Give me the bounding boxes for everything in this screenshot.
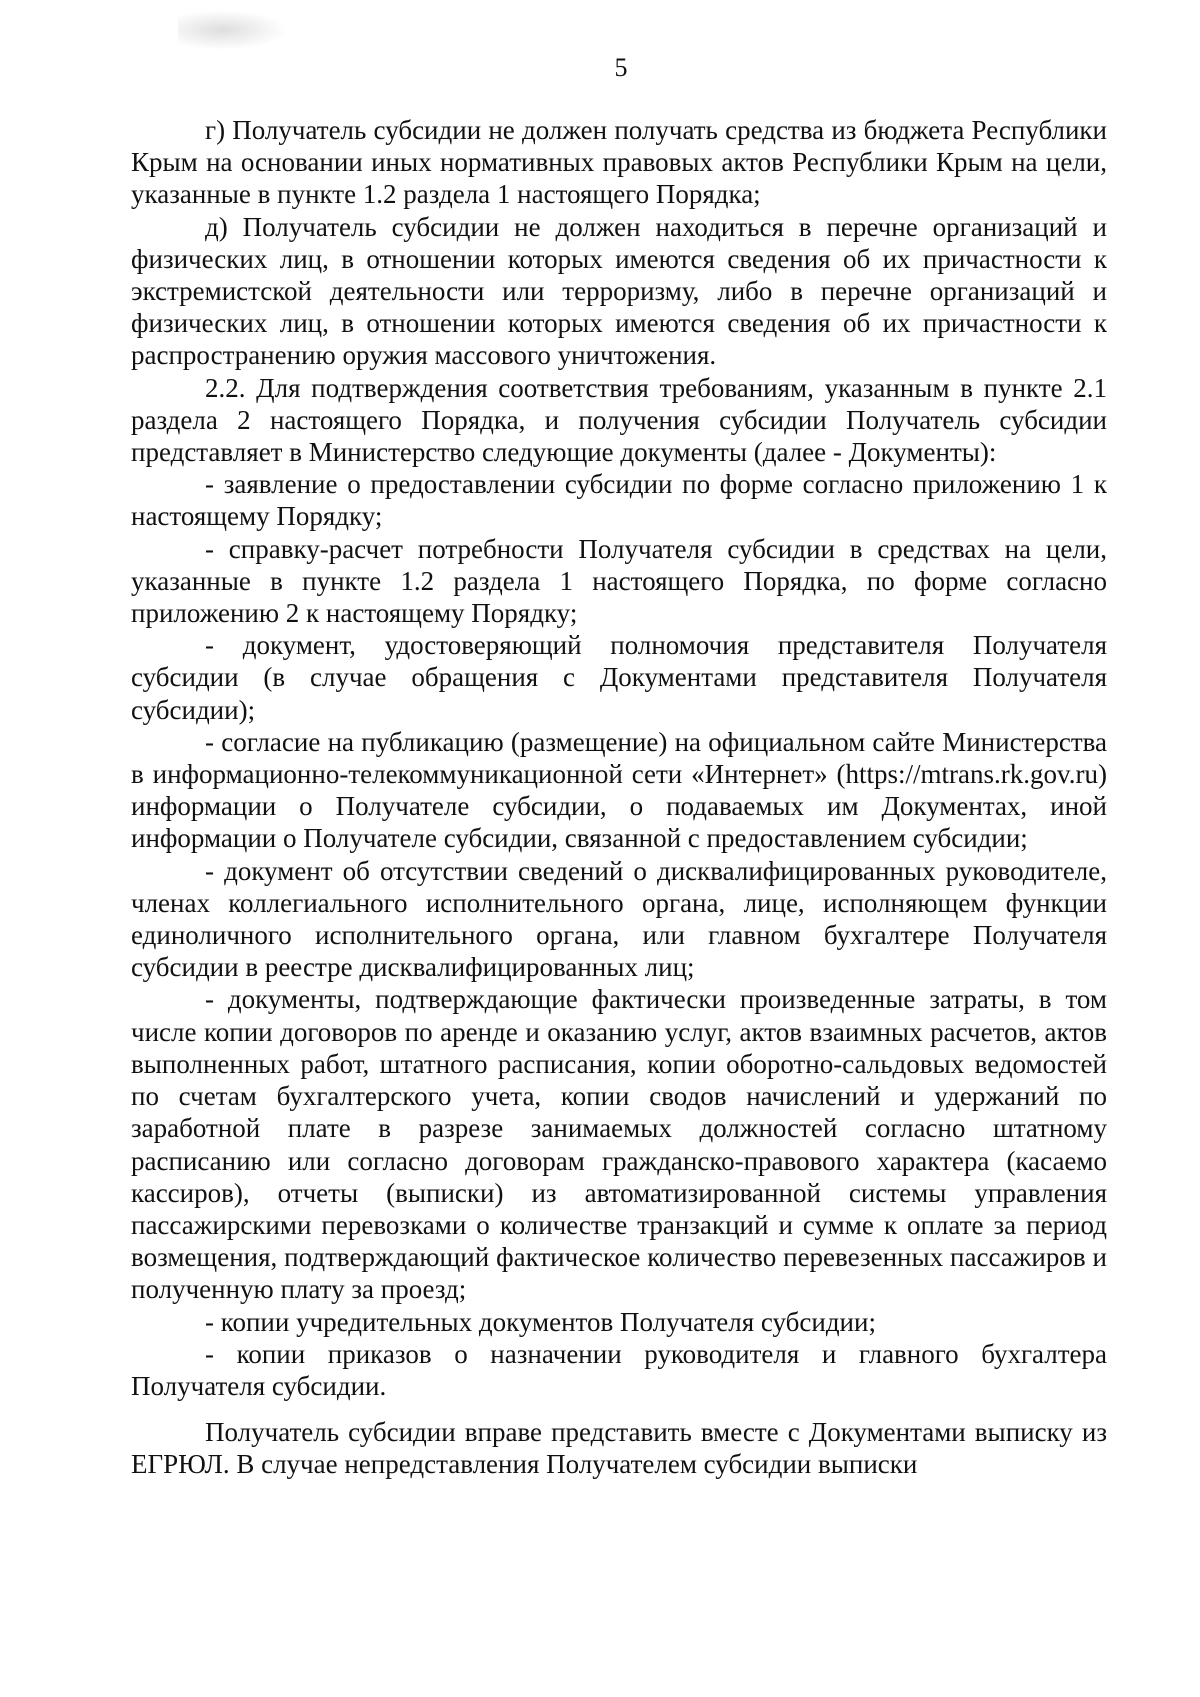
list-item-authority-document: - документ, удостоверяющий полномочия представителя Получателя субсидии (в случае обращения с Документами представителя Получателя субсидии); (131, 630, 1107, 725)
list-item-publication-consent: - согласие на публикацию (размещение) на официальном сайте Министерства в информационно-телекоммуникационной сети «Интернет» (https://mtrans.rk.gov.ru) информации о Получателе субсидии, о подаваемых им Документах, иной информации о Получателе субсидии, связанной с предоставлением субсидии; (131, 726, 1107, 854)
list-item-expense-documents: - документы, подтверждающие фактически произведенные затраты, в том числе копии договоров по аренде и оказанию услуг, актов взаимных расчетов, актов выполненных работ, штатного расписания, копии оборотно-сальдовых ведомостей по счетам бухгалтерского учета, копии сводов начислений и удержаний по заработной плате в разрезе занимаемых должностей согласно штатному расписанию или согласно договорам гражданско-правового характера (касаемо кассиров), отчеты (выписки) из автоматизированной системы управления пассажирскими перевозками о количестве транзакций и сумме к оплате за период возмещения, подтверждающий фактическое количество перевезенных пассажиров и полученную плату за проезд; (131, 984, 1107, 1305)
paragraph-2-2: 2.2. Для подтверждения соответствия требованиям, указанным в пункте 2.1 раздела 2 настоящего Порядка, и получения субсидии Получатель субсидии представляет в Министерство следующие документы (далее - Документы): (131, 372, 1107, 468)
paragraph-egrul: Получатель субсидии вправе представить вместе с Документами выписку из ЕГРЮЛ. В случае непредставления Получателем субсидии выписки (131, 1417, 1107, 1480)
document-body (131, 114, 1107, 1481)
list-item-founding-documents: - копии учредительных документов Получателя субсидии; (205, 1306, 876, 1337)
scan-artifact (178, 10, 288, 50)
list-item-application: - заявление о предоставлении субсидии по форме согласно приложению 1 к настоящему Порядку; (131, 469, 1107, 532)
page-number: 5 (614, 53, 628, 82)
list-item-disqualification-document: - документ об отсутствии сведений о дисквалифицированных руководителе, членах коллегиального исполнительного органа, лице, исполняющем функции единоличного исполнительного органа, или главном бухгалтере Получателя субсидии в реестре дисквалифицированных лиц; (131, 855, 1107, 983)
paragraph-g: г) Получатель субсидии не должен получать средства из бюджета Республики Крым на основании иных нормативных правовых актов Республики Крым на цели, указанные в пункте 1.2 раздела 1 настоящего Порядка; (131, 115, 1107, 210)
list-item-calculation: - справку-расчет потребности Получателя субсидии в средствах на цели, указанные в пункте 1.2 раздела 1 настоящего Порядка, по форме согласно приложению 2 к настоящему Порядку; (131, 533, 1107, 629)
paragraph-d: д) Получатель субсидии не должен находиться в перечне организаций и физических лиц, в отношении которых имеются сведения об их причастности к экстремистской деятельности или терроризму, либо в перечне организаций и физических лиц, в отношении которых имеются сведения об их причастности к распространению оружия массового уничтожения. (131, 211, 1107, 371)
list-item-appointment-orders: - копии приказов о назначении руководителя и главного бухгалтера Получателя субсидии. (131, 1338, 1107, 1401)
